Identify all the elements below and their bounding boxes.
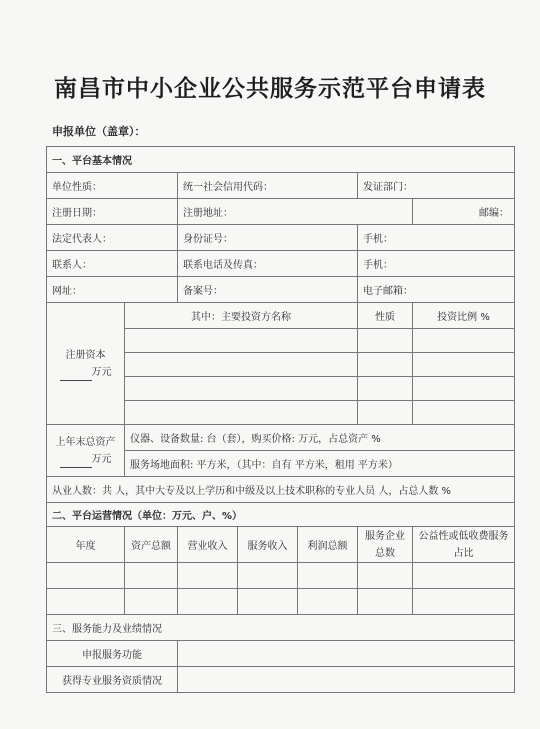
field-phone-fax[interactable]: 联系电话及传真： bbox=[178, 251, 358, 277]
public-service-ratio-header: 公益性或低收费服务占比 bbox=[413, 527, 515, 563]
field-contact[interactable]: 联系人： bbox=[47, 251, 178, 277]
qualification-field[interactable] bbox=[178, 667, 515, 693]
basic-row bbox=[47, 277, 515, 303]
enterprises-served-header: 服务企业总数 bbox=[358, 527, 413, 563]
field-issuer[interactable]: 发证部门： bbox=[358, 173, 515, 199]
investor-name-header: 其中：主要投资方名称 bbox=[125, 303, 358, 329]
cell[interactable] bbox=[47, 563, 125, 589]
field-postcode[interactable]: 邮编： bbox=[413, 199, 515, 225]
investor-nature-cell[interactable] bbox=[358, 401, 413, 425]
basic-row bbox=[47, 225, 515, 251]
service-income-header: 服务收入 bbox=[238, 527, 298, 563]
nature-header: 性质 bbox=[358, 303, 413, 329]
staff-field[interactable]: 从业人数：共 人，其中大专及以上学历和中级及以上技术职称的专业人员 人，占总人数 % bbox=[47, 477, 515, 503]
assets-unit: 万元 bbox=[91, 453, 112, 465]
field-unit-nature[interactable]: 单位性质： bbox=[47, 173, 178, 199]
cell[interactable] bbox=[238, 563, 298, 589]
field-mobile-2[interactable]: 手机： bbox=[358, 251, 515, 277]
service-function-field[interactable] bbox=[178, 641, 515, 667]
field-reg-date[interactable]: 注册日期： bbox=[47, 199, 178, 225]
cell[interactable] bbox=[125, 589, 178, 615]
cell[interactable] bbox=[298, 563, 358, 589]
investor-nature-cell[interactable] bbox=[358, 353, 413, 377]
investor-ratio-cell[interactable] bbox=[413, 329, 515, 353]
field-website[interactable]: 网址： bbox=[47, 277, 178, 303]
assets-label-cell bbox=[47, 425, 125, 477]
basic-row bbox=[47, 251, 515, 277]
cell[interactable] bbox=[413, 589, 515, 615]
field-credit-code[interactable]: 统一社会信用代码： bbox=[178, 173, 358, 199]
investor-name-cell[interactable] bbox=[125, 377, 358, 401]
area-field[interactable]: 服务场地面积: 平方米，（其中：自有 平方米，租用 平方米） bbox=[125, 451, 515, 477]
form-title: 南昌市中小企业公共服务示范平台申请表 bbox=[54, 76, 486, 102]
applicant-label: 申报单位（盖章）： bbox=[52, 125, 146, 138]
investor-ratio-cell[interactable] bbox=[413, 353, 515, 377]
capital-label-cell bbox=[47, 303, 125, 425]
cell[interactable] bbox=[358, 563, 413, 589]
ratio-header: 投资比例 % bbox=[413, 303, 515, 329]
qualification-label: 获得专业服务资质情况 bbox=[47, 667, 178, 693]
cell[interactable] bbox=[298, 589, 358, 615]
operation-row bbox=[47, 563, 515, 589]
field-mobile[interactable]: 手机： bbox=[358, 225, 515, 251]
basic-row bbox=[47, 173, 515, 199]
field-reg-address[interactable]: 注册地址： bbox=[178, 199, 413, 225]
cell[interactable] bbox=[238, 589, 298, 615]
cell[interactable] bbox=[178, 589, 238, 615]
capital-blank[interactable] bbox=[60, 370, 92, 381]
field-legal-rep[interactable]: 法定代表人： bbox=[47, 225, 178, 251]
investor-name-cell[interactable] bbox=[125, 401, 358, 425]
capital-label: 注册资本 bbox=[65, 349, 106, 361]
cell[interactable] bbox=[178, 563, 238, 589]
investor-name-cell[interactable] bbox=[125, 353, 358, 377]
cell[interactable] bbox=[358, 589, 413, 615]
field-id-number[interactable]: 身份证号： bbox=[178, 225, 358, 251]
equipment-field[interactable]: 仪器、设备数量: 台（套），购买价格: 万元，占总资产 % bbox=[125, 425, 515, 451]
section3-heading: 三、服务能力及业绩情况 bbox=[47, 615, 515, 641]
assets-label: 上年末总资产 bbox=[55, 436, 116, 448]
capital-unit: 万元 bbox=[91, 366, 112, 378]
investor-nature-cell[interactable] bbox=[358, 329, 413, 353]
investor-name-cell[interactable] bbox=[125, 329, 358, 353]
profit-header: 利润总额 bbox=[298, 527, 358, 563]
investor-nature-cell[interactable] bbox=[358, 377, 413, 401]
cell[interactable] bbox=[47, 589, 125, 615]
assets-blank[interactable] bbox=[60, 457, 92, 468]
year-header: 年度 bbox=[47, 527, 125, 563]
form-table bbox=[46, 146, 515, 693]
cell[interactable] bbox=[413, 563, 515, 589]
field-record-no[interactable]: 备案号： bbox=[178, 277, 358, 303]
application-form bbox=[46, 146, 514, 693]
operation-row bbox=[47, 589, 515, 615]
section2-heading: 二、平台运营情况（单位：万元、户、%） bbox=[47, 503, 515, 527]
revenue-header: 营业收入 bbox=[178, 527, 238, 563]
service-function-label: 申报服务功能 bbox=[47, 641, 178, 667]
total-assets-header: 资产总额 bbox=[125, 527, 178, 563]
field-email[interactable]: 电子邮箱： bbox=[358, 277, 515, 303]
section1-heading: 一、平台基本情况 bbox=[47, 147, 515, 173]
basic-row bbox=[47, 199, 515, 225]
investor-ratio-cell[interactable] bbox=[413, 377, 515, 401]
investor-ratio-cell[interactable] bbox=[413, 401, 515, 425]
cell[interactable] bbox=[125, 563, 178, 589]
